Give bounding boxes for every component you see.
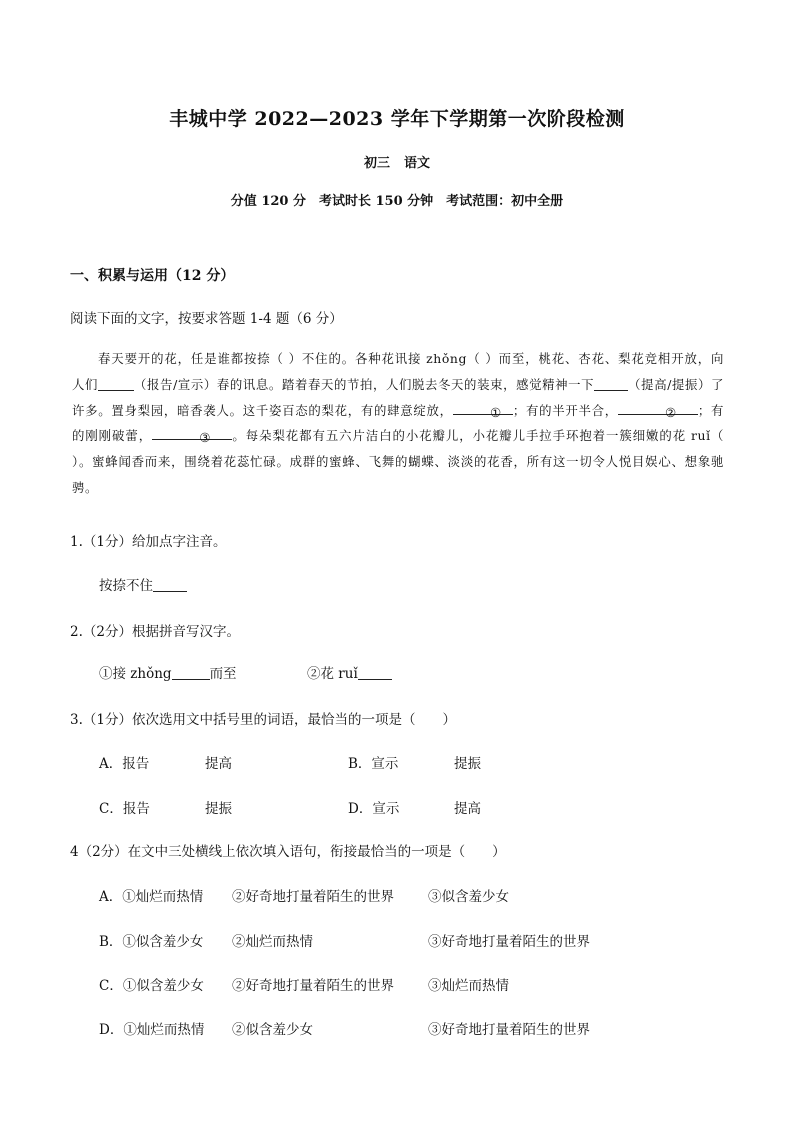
q2-item2-prefix: ②花 ruǐ <box>307 666 358 682</box>
q4-option-d-2: ②似含羞少女 <box>232 1022 313 1038</box>
section-intro: 阅读下面的文字，按要求答题 1-4 题（6 分） <box>70 311 343 327</box>
question-2-item-1 <box>99 662 237 682</box>
blank-marker-2: ② <box>665 404 677 420</box>
q4-option-c-2: ②好奇地打量着陌生的世界 <box>232 978 394 994</box>
answer-blank[interactable] <box>172 665 210 680</box>
q3-option-b-word2: 提振 <box>454 756 481 772</box>
reading-passage <box>72 346 724 501</box>
q4-option-d[interactable]: D．①灿烂而热情 <box>99 1022 205 1038</box>
subject: 语文 <box>404 156 431 171</box>
q3-option-b-word1: B．宣示 <box>348 756 399 772</box>
grade: 初三 <box>363 156 390 171</box>
blank-marker-1: ① <box>489 404 502 420</box>
q3-option-d-word2: 提高 <box>454 801 481 817</box>
passage-text-1: 春天要开的花，任是谁都按捺（ ）不住的。各种花讯接 zhǒng（ ）而至，桃花、杏花、梨花竞相开放，向人们 <box>72 351 724 392</box>
q4-option-c-3: ③灿烂而热情 <box>428 978 509 994</box>
answer-blank[interactable] <box>358 665 392 680</box>
passage-text-6: 。每朵梨花都有五六片洁白的小花瓣儿，小花瓣儿手拉手环抱着一簇细嫩的花 ruǐ（ ）。蜜蜂闻香而来，围绕着花蕊忙碌。成群的蜜蜂、飞舞的蝴蝶、淡淡的花香，所有这一切令人悦目娱心、想象驰骋。 <box>72 428 724 495</box>
q4-option-c[interactable]: C．①似含羞少女 <box>99 978 204 994</box>
q4-option-a[interactable]: A．①灿烂而热情 <box>99 889 204 905</box>
exam-subtitle <box>0 152 794 171</box>
q4-option-b-3: ③好奇地打量着陌生的世界 <box>428 934 590 950</box>
q4-option-b-2: ②灿烂而热情 <box>232 934 313 950</box>
passage-text-4: ；有的半开半合， <box>512 402 618 418</box>
q4-option-d-3: ③好奇地打量着陌生的世界 <box>428 1022 590 1038</box>
passage-text-5: ；有的刚刚破蕾， <box>72 402 724 444</box>
q4-option-a-3: ③似含羞少女 <box>428 889 509 905</box>
q3-option-b[interactable] <box>348 752 398 772</box>
question-4-stem: 4（2分）在文中三处横线上依次填入语句，衔接最恰当的一项是（ ） <box>70 844 506 860</box>
q3-option-a-word1: A．报告 <box>99 756 150 772</box>
section-heading: 一、积累与运用（12 分） <box>70 268 235 284</box>
question-1-stem: 1.（1分）给加点字注音。 <box>70 534 227 550</box>
exam-title: 丰城中学 2022—2023 学年下学期第一次阶段检测 <box>169 108 625 130</box>
question-2-item-2 <box>307 662 392 682</box>
blank-marker-3: ③ <box>199 430 211 446</box>
q3-option-c-word2: 提振 <box>205 801 232 817</box>
passage-paragraph <box>72 346 724 501</box>
blank-line <box>594 376 628 391</box>
exam-info: 分值 120 分 考试时长 150 分钟 考试范围：初中全册 <box>230 194 564 209</box>
passage-text-3: （提高/提振）了许多。置身梨园，暗香袭人。这千姿百态的梨花，有的肆意绽放， <box>72 376 725 418</box>
blank-1 <box>453 400 513 420</box>
answer-blank[interactable] <box>153 577 187 592</box>
q3-option-c[interactable] <box>99 797 150 817</box>
q3-option-a[interactable] <box>99 752 149 772</box>
q3-option-d[interactable] <box>348 797 399 817</box>
q3-option-d-word1: D．宣示 <box>348 801 400 817</box>
question-2-stem: 2.（2分）根据拼音写汉字。 <box>70 624 240 640</box>
q2-item1-suffix: 而至 <box>209 666 237 682</box>
q2-item1-prefix: ①接 zhǒng <box>99 666 172 682</box>
question-3-stem: 3.（1分）依次选用文中括号里的词语，最恰当的一项是（ ） <box>70 712 456 728</box>
question-1-item <box>99 574 187 594</box>
q4-option-a-2: ②好奇地打量着陌生的世界 <box>232 889 394 905</box>
q4-option-b[interactable]: B．①似含羞少女 <box>99 934 204 950</box>
blank-2 <box>618 400 698 420</box>
blank-line <box>98 376 134 391</box>
q3-option-c-word1: C．报告 <box>99 801 150 817</box>
q3-option-a-word2: 提高 <box>205 756 232 772</box>
passage-text-2: （报告/宣示）春的讯息。踏着春天的节拍，人们脱去冬天的装束，感觉精神一下 <box>134 376 595 392</box>
blank-3 <box>152 425 232 446</box>
q1-word: 按捺不住 <box>99 578 153 594</box>
